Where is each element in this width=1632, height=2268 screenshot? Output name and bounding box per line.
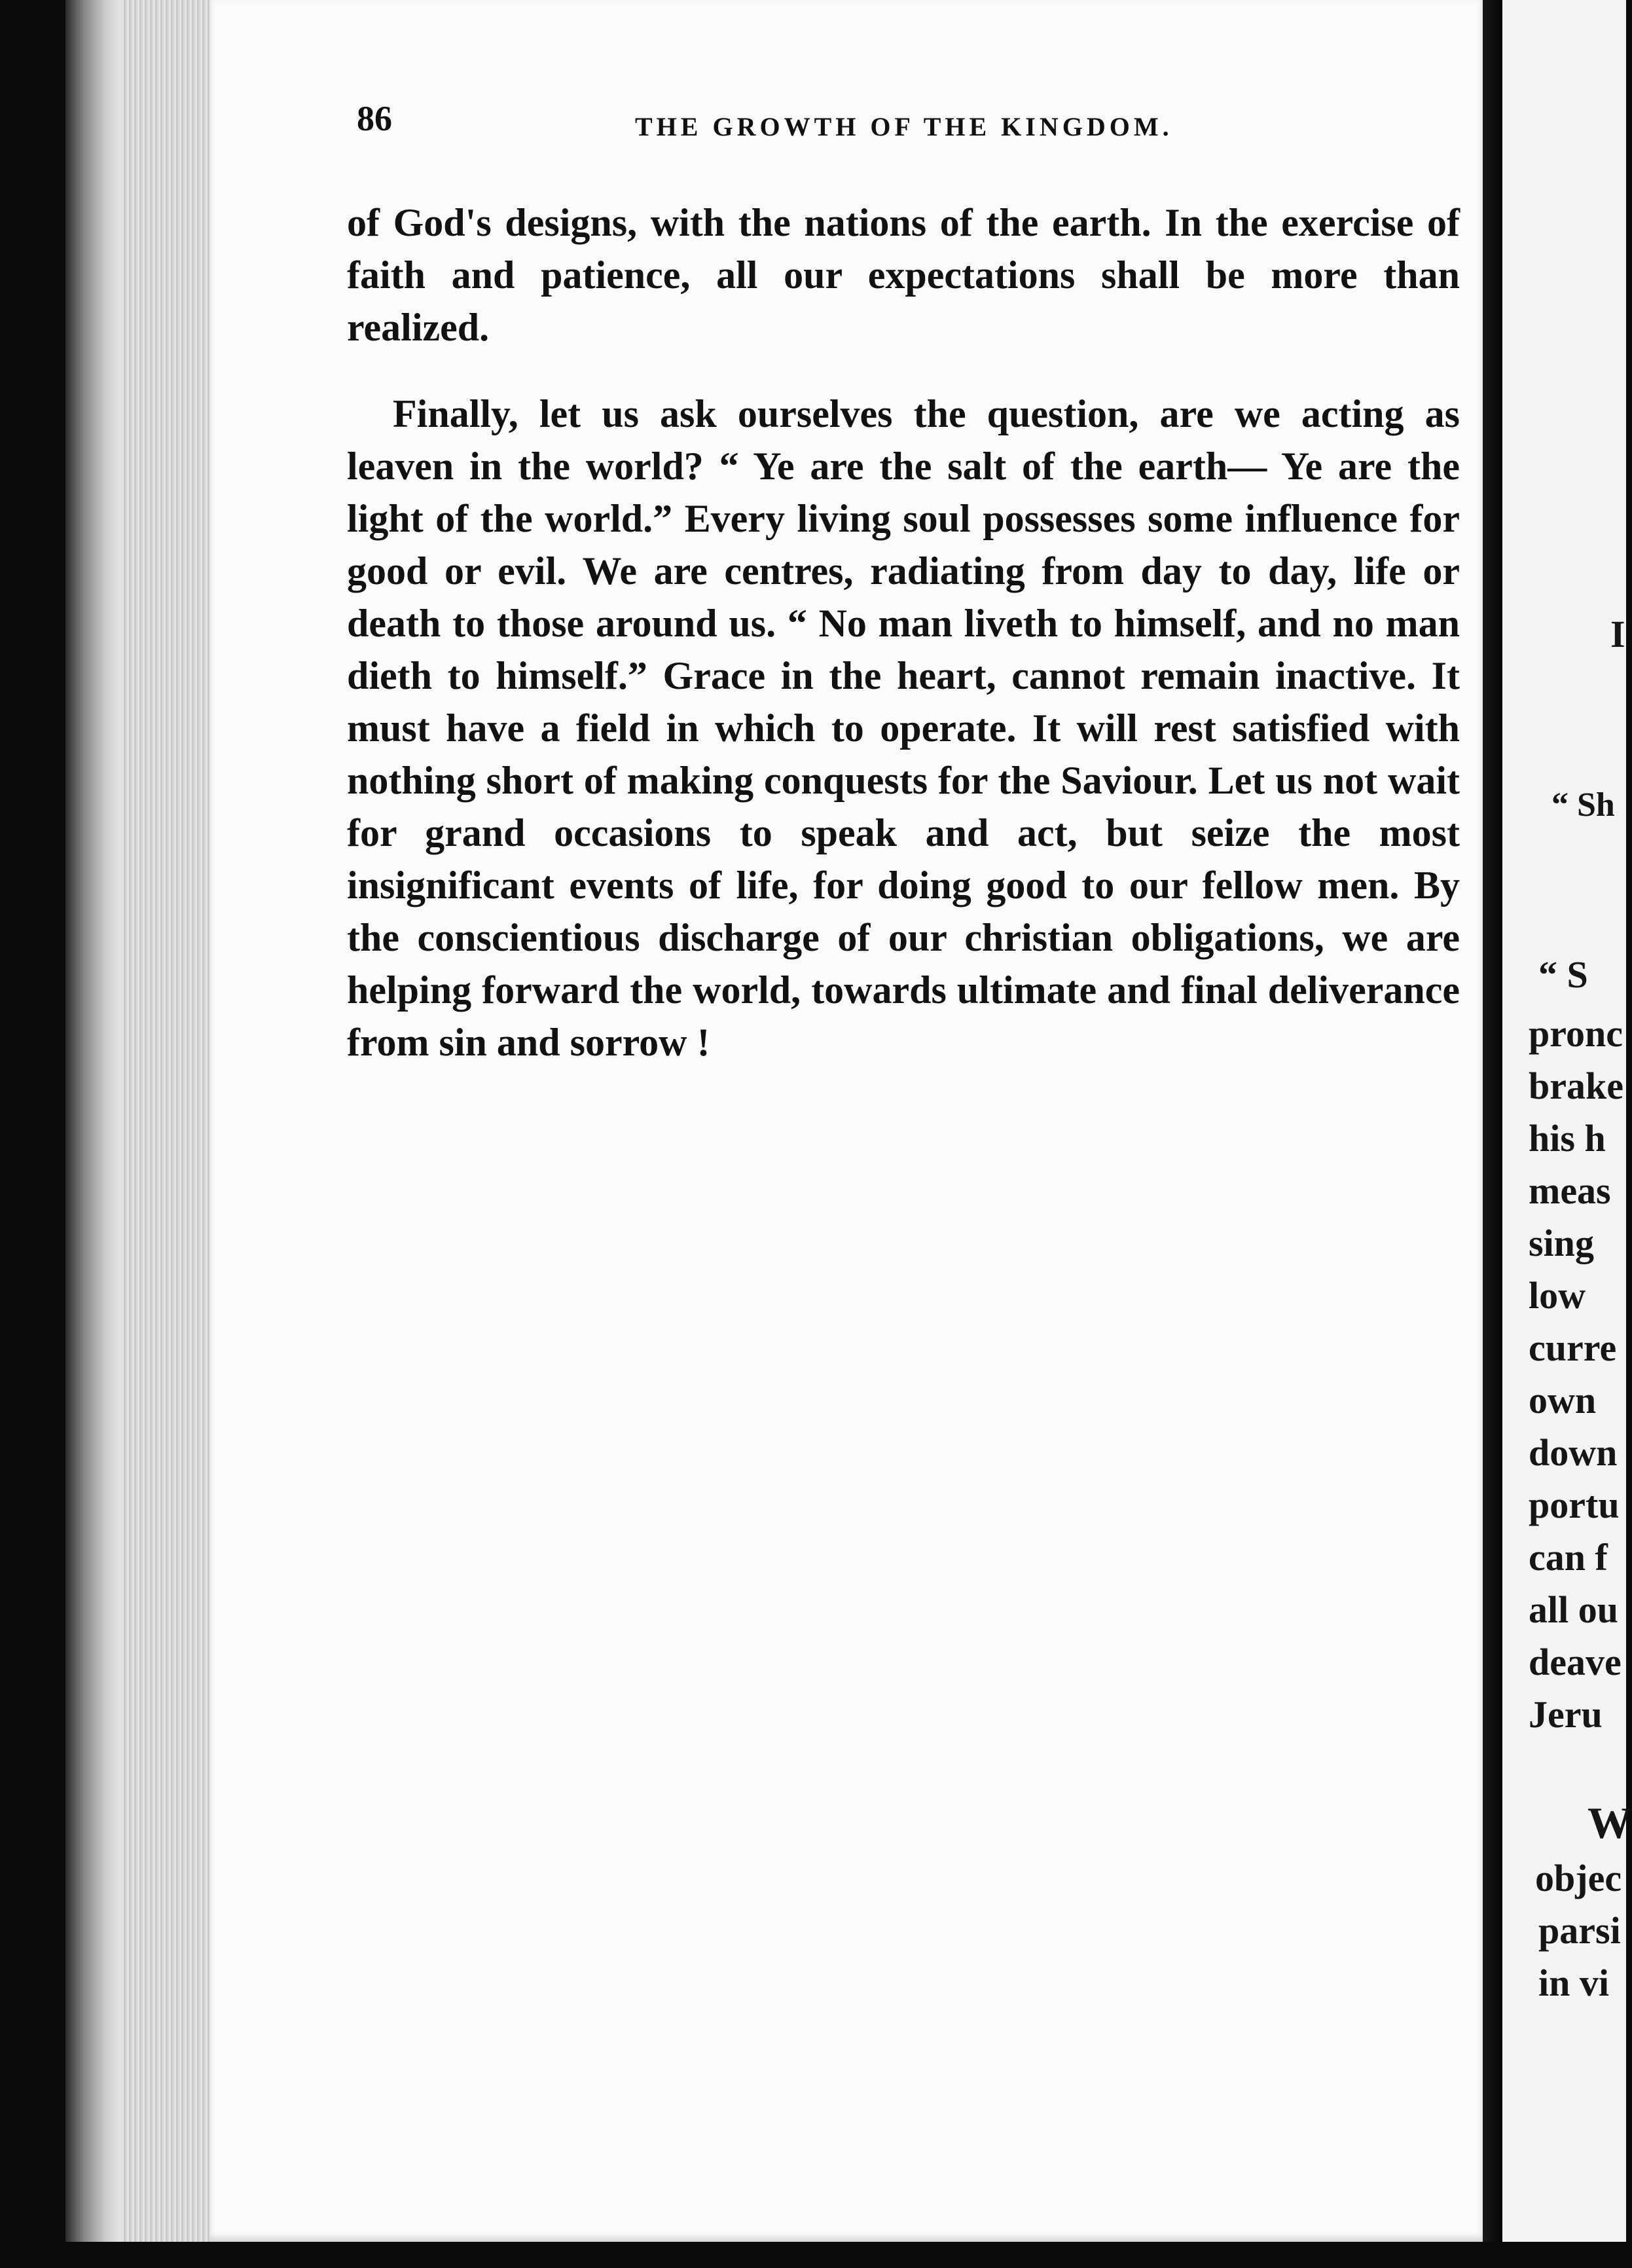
adjacent-text-fragment: in vi xyxy=(1538,1962,1609,2004)
adjacent-text-fragment: portu xyxy=(1529,1484,1620,1526)
adjacent-text-fragment: pronc xyxy=(1529,1012,1623,1055)
adjacent-text-fragment: his h xyxy=(1529,1117,1606,1160)
adjacent-text-fragment: objec xyxy=(1535,1857,1622,1899)
adjacent-text-fragment: deave xyxy=(1529,1641,1622,1683)
adjacent-text-fragment: all ou xyxy=(1529,1588,1618,1631)
body-text xyxy=(347,196,1460,1069)
page-number: 86 xyxy=(357,99,392,138)
page-header xyxy=(357,98,1457,151)
adjacent-text-fragment: low xyxy=(1529,1274,1586,1317)
adjacent-text-fragment: down xyxy=(1529,1431,1618,1474)
adjacent-text-fragment: “ Sh xyxy=(1551,786,1615,824)
gutter-shadow xyxy=(1483,0,1502,2242)
adjacent-text-fragment: brake xyxy=(1529,1065,1623,1107)
adjacent-text-fragment: own xyxy=(1529,1379,1597,1421)
scan-border xyxy=(0,2242,1626,2268)
adjacent-text-fragment: I xyxy=(1610,613,1625,655)
running-head: THE GROWTH OF THE KINGDOM. xyxy=(635,112,1173,141)
book-spine xyxy=(65,0,121,2268)
bleed-through-text xyxy=(268,1165,1434,1951)
adjacent-text-fragment: W xyxy=(1587,1798,1632,1848)
page-edges xyxy=(121,0,209,2268)
adjacent-text-fragment: meas xyxy=(1529,1169,1611,1212)
adjacent-text-fragment: can f xyxy=(1529,1536,1608,1579)
adjacent-text-fragment: curre xyxy=(1529,1326,1617,1369)
adjacent-text-fragment: parsi xyxy=(1538,1909,1621,1952)
adjacent-text-fragment: “ S xyxy=(1538,953,1588,996)
adjacent-text-fragment: sing xyxy=(1529,1222,1594,1264)
adjacent-text-fragment: Jeru xyxy=(1529,1693,1603,1736)
paragraph: of God's designs, with the nations of the earth. In the exercise of faith and patience, all our expectations shall be more than realized. xyxy=(347,201,1460,349)
paragraph: Finally, let us ask ourselves the question, are we acting as leaven in the world? “ Ye are the salt of the earth— Ye are the light of the world.” Every living soul possesses some influence for good or evil. We are centres, radiating from day to day, life or death to those around us. “ No man liveth to himself, and no man dieth to himself.” Grace in the heart, cannot remain inactive. It must have a field in which to operate. It will rest satisfied with nothing short of making conquests for the Saviour. Let us not wait for grand occasions to speak and act, but seize the most insignificant events of life, for doing good to our fellow men. By the conscientious discharge of our christian obligations, we are helping forward the world, towards ultimate and final deliverance from sin and sorrow ! xyxy=(347,392,1460,1064)
